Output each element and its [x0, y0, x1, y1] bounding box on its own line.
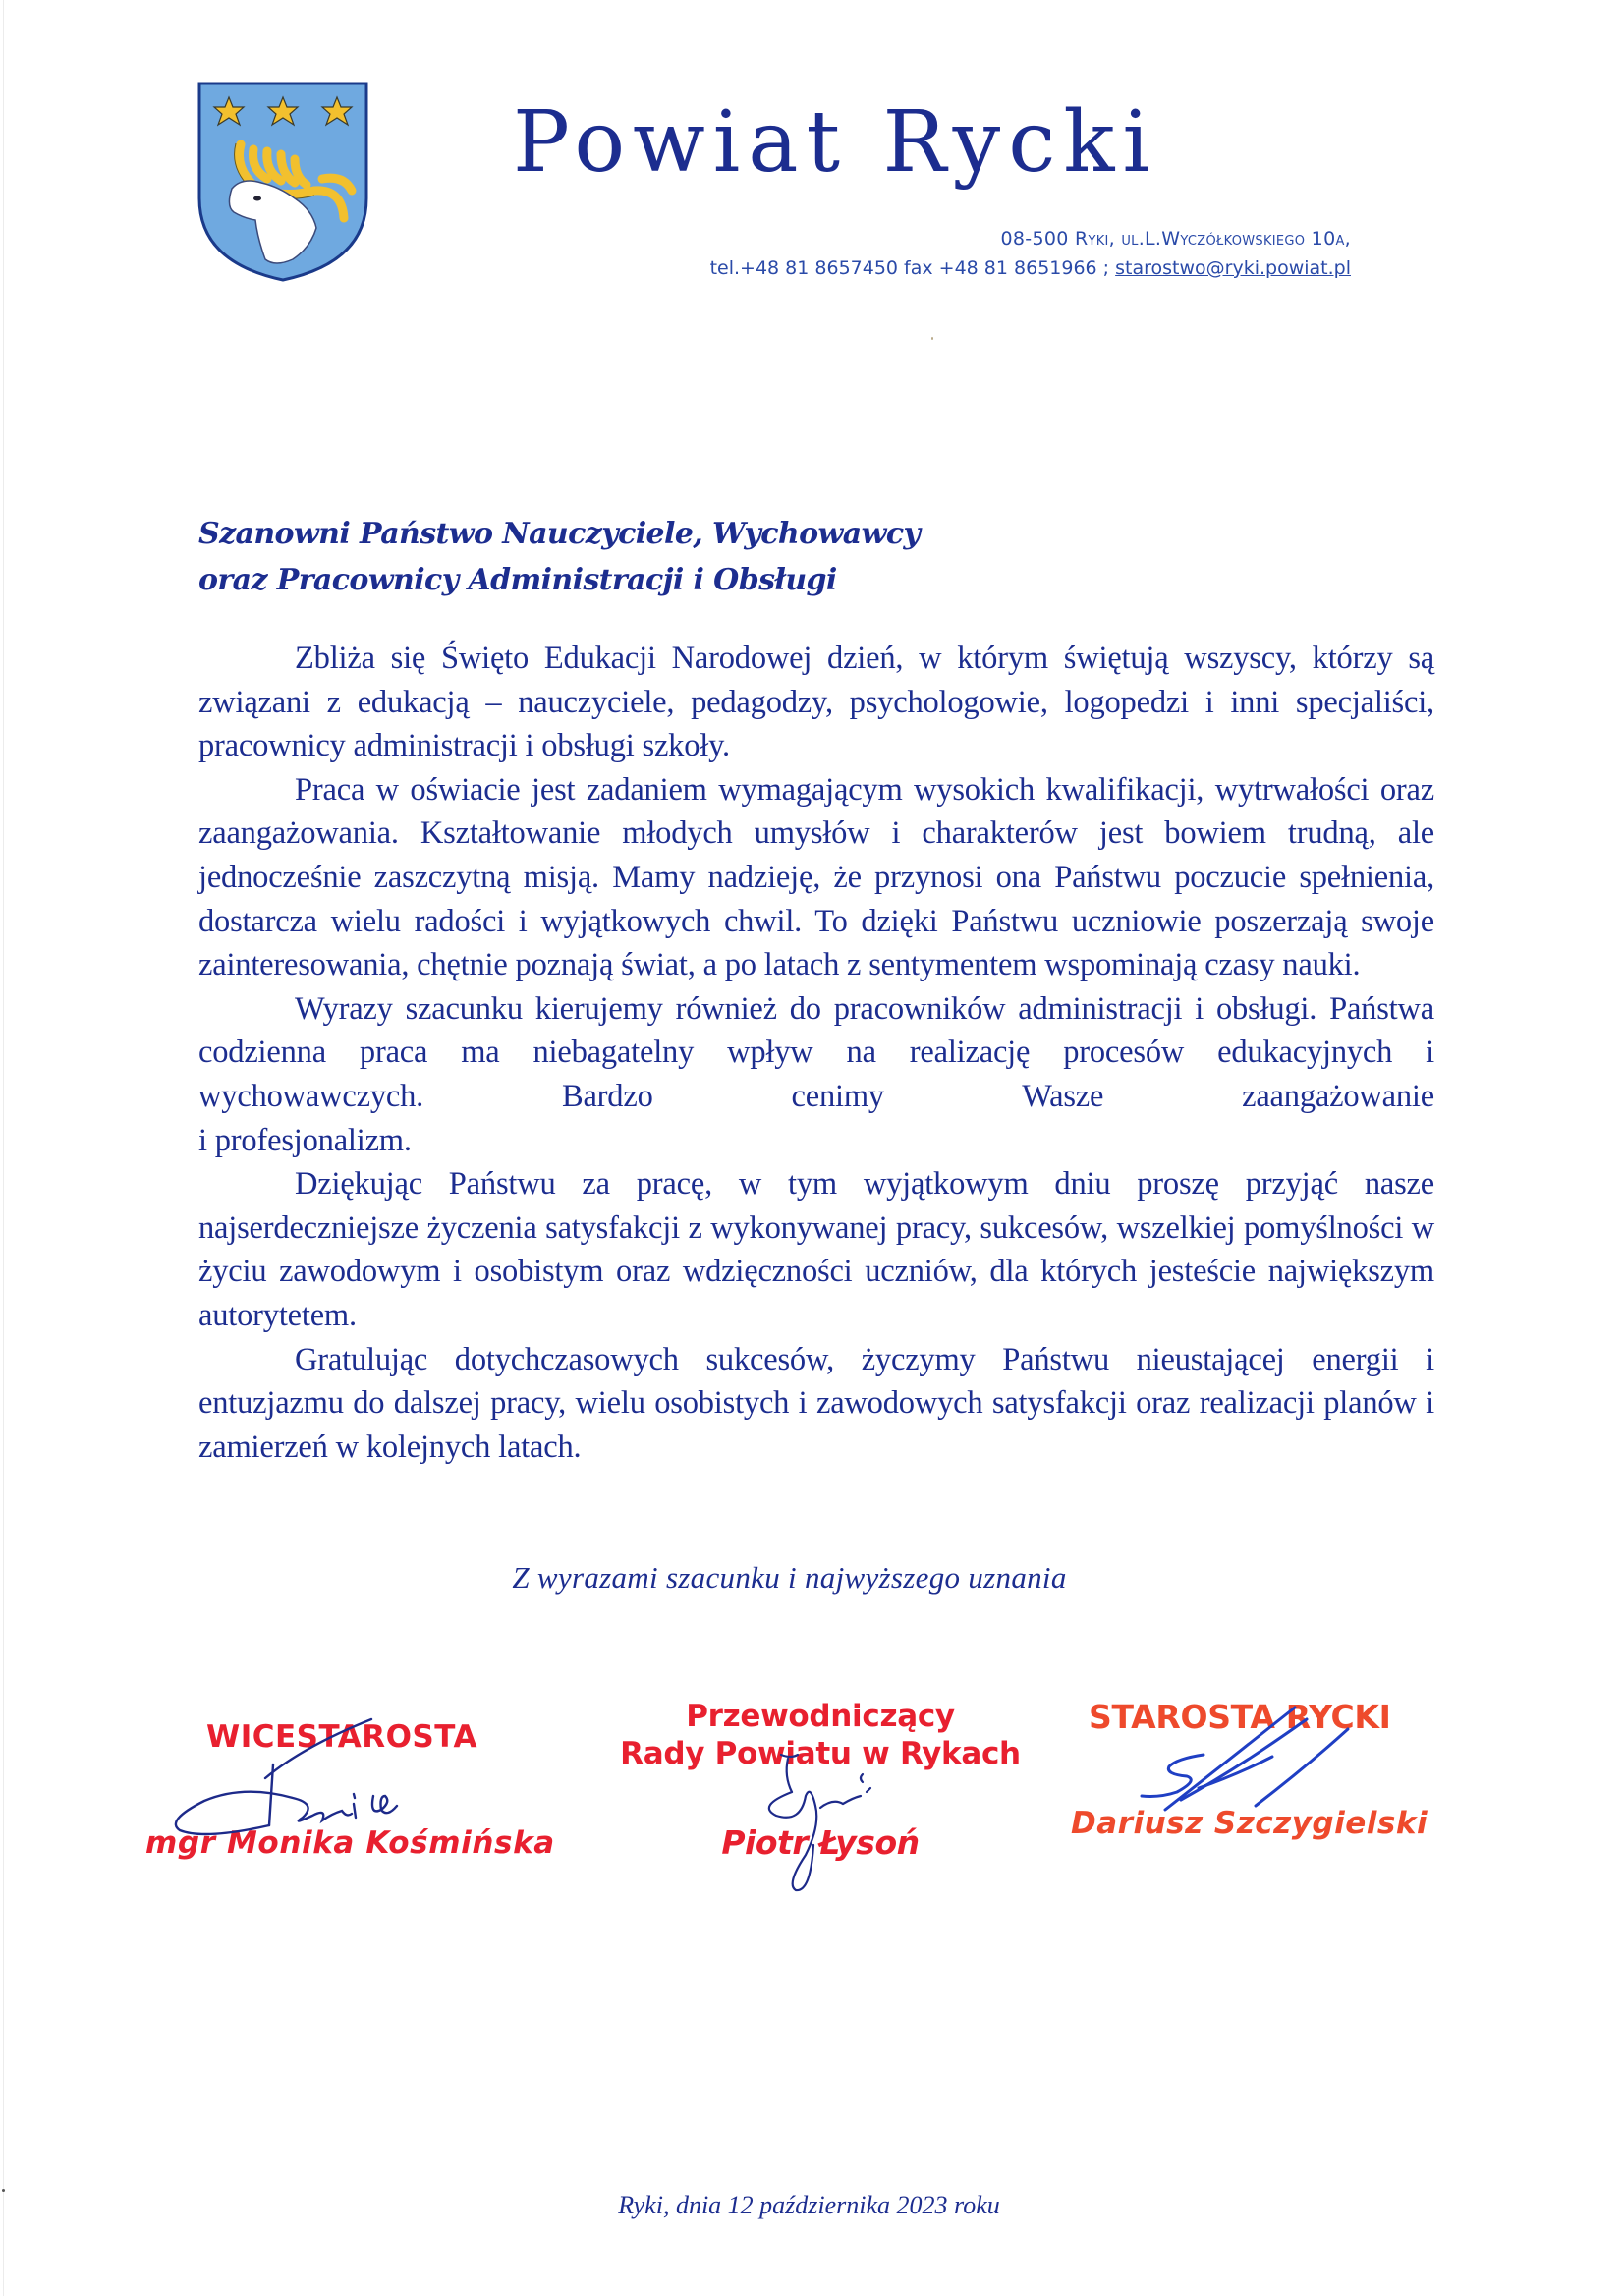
scan-speck	[931, 337, 933, 340]
salutation-line-2: oraz Pracownicy Administracji i Obsługi	[198, 563, 837, 597]
signature-vice-starost	[145, 1708, 558, 1875]
signature-name: mgr Monika Kośmińska	[145, 1825, 555, 1861]
closing-text: Z wyrazami szacunku i najwyższego uznania	[512, 1560, 1067, 1595]
email-link[interactable]: starostwo@ryki.powiat.pl	[1115, 257, 1351, 279]
signature-title: WICESTAROSTA	[206, 1719, 477, 1755]
closing-phrase	[0, 1560, 1624, 1596]
signature-name: Dariusz Szczygielski	[1071, 1806, 1428, 1841]
date-line	[0, 2191, 1624, 2220]
signature-title-line-2: Rady Powiatu w Rykach	[620, 1736, 1021, 1771]
handwritten-signature-icon	[609, 1698, 1032, 1894]
letter-body	[198, 637, 1434, 1469]
salutation-line-1: Szanowni Państwo Nauczyciele, Wychowawcy	[198, 517, 921, 551]
handwritten-signature-icon	[145, 1708, 558, 1875]
contact-line	[0, 257, 1351, 279]
signature-starost	[1071, 1690, 1428, 1876]
coat-of-arms-deer-icon	[196, 81, 369, 283]
signature-title-line-1: Przewodniczący	[686, 1699, 955, 1734]
paragraph: Praca w oświacie jest zadaniem wymagającym wysokich kwalifikacji, wytrwałości oraz zaangażowania. Kształtowanie młodych umysłów i charakterów jest bowiem trudną, ale jednocześnie zaszczytną misją. Mamy nadzieję, że przynosi ona Państwu poczucie spełnienia, dostarcza wielu radości i wyjątkowych chwil. To dzięki Państwu uczniowie poszerzają swoje zainteresowania, chętnie poznają świat, a po latach z sentymentem wspominają czasy nauki.	[198, 771, 1434, 983]
paragraph: Zbliża się Święto Edukacji Narodowej dzień, w którym świętują wszyscy, którzy są związani z edukacją – nauczyciele, pedagodzy, psychologowie, logopedzi i inni specjaliści, pracownicy administracji i obsługi szkoły.	[198, 641, 1434, 764]
paragraph: Gratulując dotychczasowych sukcesów, życzymy Państwu nieustającej energii i entuzjazmu do dalszej pracy, wielu osobistych i zawodowych satysfakcji oraz realizacji planów i zamierzeń w kolejnych latach.	[198, 1341, 1434, 1465]
signature-council-chairman	[609, 1698, 1032, 1894]
paragraph: Wyrazy szacunku kierujemy również do pracowników administracji i obsługi. Państwa codzienna praca ma niebagatelny wpływ na realizację procesów edukacyjnych i wychowawczych. Bardzo cenimy Wasze zaangażowanie	[198, 990, 1434, 1114]
signature-title: STAROSTA RYCKI	[1089, 1698, 1391, 1736]
address-line: 08-500 Ryki, ul.L.Wyczółkowskiego 10a,	[1000, 228, 1351, 250]
paragraph: Dziękując Państwu za pracę, w tym wyjątkowym dniu proszę przyjąć nasze najserdeczniejsze życzenia satysfakcji z wykonywanej pracy, sukcesów, wszelkiej pomyślności w życiu zawodowym i osobistym oraz wdzięczności uczniów, dla których jesteście największym autorytetem.	[198, 1166, 1434, 1333]
organization-name: Powiat Rycki	[513, 93, 1158, 192]
phone-fax: tel.+48 81 8657450 fax +48 81 8651966 ;	[709, 257, 1116, 279]
salutation	[198, 511, 920, 603]
handwritten-signature-icon	[1071, 1690, 1405, 1876]
paragraph: i profesjonalizm.	[198, 1122, 412, 1158]
scan-edge-line	[3, 0, 4, 2296]
date-text: Ryki, dnia 12 października 2023 roku	[618, 2191, 1000, 2219]
signature-name: Piotr Łysoń	[721, 1823, 920, 1862]
